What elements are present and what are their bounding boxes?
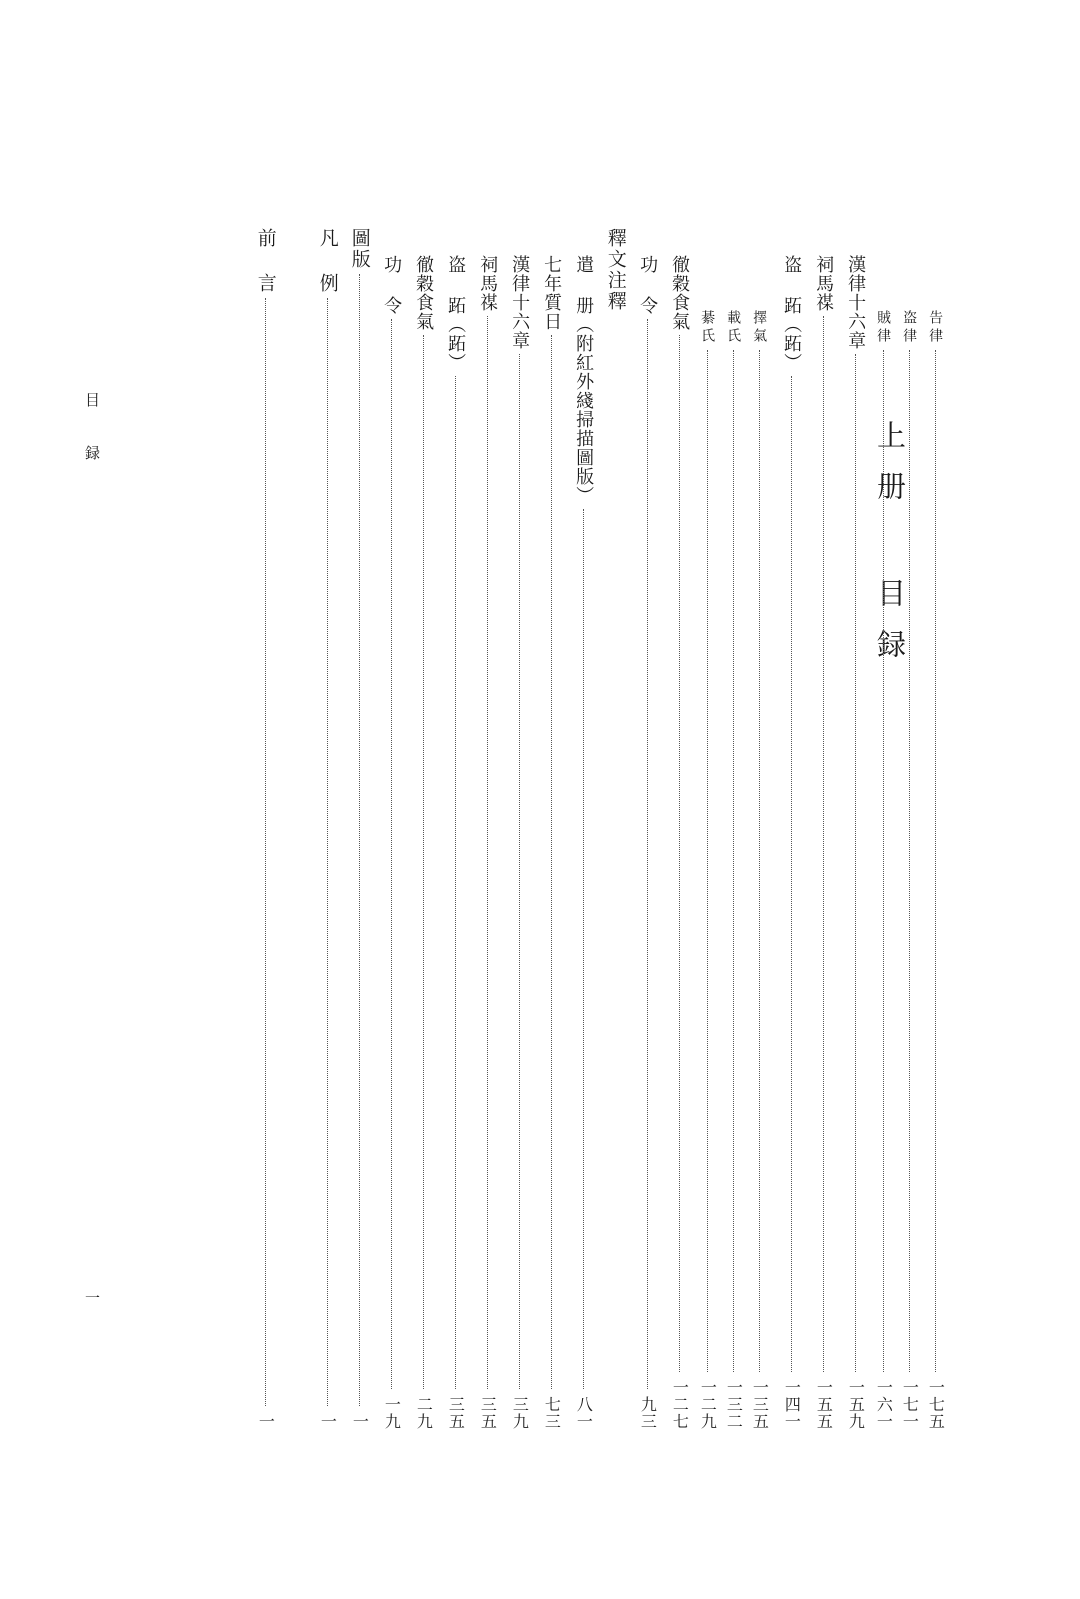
toc-entry-label: 功 令 [637,255,659,315]
toc-entry-page: 一六一 [874,1379,894,1430]
toc-entry-label: 凡 例 [316,228,339,294]
toc-entry-page: 一 [318,1413,338,1430]
toc-entry-page: 一 [350,1413,370,1430]
toc-dot-leader [519,354,520,1389]
toc-dot-leader [423,335,424,1389]
toc-dot-leader [909,350,910,1372]
toc-entry-page: 九三 [638,1396,658,1430]
toc-dot-leader [265,298,266,1406]
toc-entry-page: 七三 [542,1396,562,1430]
toc-entry-page: 一七一 [900,1379,920,1430]
toc-dot-leader [551,335,552,1389]
toc-dot-leader [391,319,392,1389]
toc-entry-label: 盗律 [901,310,918,346]
toc-dot-leader [791,376,792,1372]
toc-entry[interactable] [600,228,630,1430]
toc-entry-label: 盗 跖（跖） [781,255,803,372]
toc-entry-page: 三九 [510,1396,530,1430]
toc-entry-label: 擇氣 [751,310,768,346]
toc-entry[interactable] [250,228,280,1430]
toc-entry[interactable] [808,255,838,1430]
toc-entry[interactable] [776,255,806,1430]
page-title: 上册 目録 [873,420,907,680]
toc-entry-page: 一二七 [670,1379,690,1430]
toc-entry[interactable] [920,310,950,1430]
toc-entry-label: 前 言 [254,228,277,294]
toc-entry-page: 一四一 [782,1379,802,1430]
toc-entry-page: 三五 [478,1396,498,1430]
toc-entry[interactable] [504,255,534,1430]
toc-entry-label: 徹穀食氣 [669,255,691,331]
toc-entry-page: 一 [256,1413,276,1430]
toc-dot-leader [883,350,884,1372]
toc-dot-leader [327,298,328,1406]
toc-dot-leader [647,319,648,1389]
toc-entry-label: 祠馬禖 [813,255,835,312]
toc-entry[interactable] [536,255,566,1430]
toc-entry-label: 釋文注釋 [604,228,627,312]
toc-entry[interactable] [312,228,342,1430]
toc-entry[interactable] [472,255,502,1430]
toc-entry-label: 盗 跖（跖） [445,255,467,372]
toc-entry[interactable] [744,310,774,1430]
toc-entry-page: 一七五 [926,1379,946,1430]
toc-entry[interactable] [344,228,374,1430]
toc-entry-page: 一五五 [814,1379,834,1430]
toc-entry-label: 漢律十六章 [845,255,867,350]
toc-entry-page: 二九 [414,1396,434,1430]
toc-entry-label: 遣 册（附紅外綫掃描圖版） [573,255,595,505]
toc-entry[interactable] [376,255,406,1430]
toc-entry-label: 圖版 [348,228,371,270]
toc-dot-leader [359,274,360,1406]
toc-dot-leader [455,376,456,1389]
toc-entry[interactable] [440,255,470,1430]
toc-entry[interactable] [568,255,598,1430]
toc-dot-leader [759,350,760,1372]
toc-entry-page: 一五九 [846,1379,866,1430]
toc-dot-leader [733,350,734,1372]
toc-entry-page: 八一 [574,1396,594,1430]
toc-entry-page: 一三五 [750,1379,770,1430]
toc-entry-page: 三五 [446,1396,466,1430]
toc-entry-label: 功 令 [381,255,403,315]
toc-dot-leader [487,316,488,1389]
toc-entry-label: 祠馬禖 [477,255,499,312]
toc-entry[interactable] [840,255,870,1430]
toc-entry-label: 賊律 [875,310,892,346]
toc-dot-leader [679,335,680,1372]
toc-dot-leader [855,354,856,1372]
toc-entry-label: 漢律十六章 [509,255,531,350]
toc-entry-label: 載氏 [725,310,742,346]
toc-dot-leader [583,509,584,1389]
running-head: 目 録 [83,392,101,470]
toc-entry[interactable] [408,255,438,1430]
toc-entry-label: 告律 [927,310,944,346]
toc-dot-leader [935,350,936,1372]
toc-entry-page: 一九 [382,1396,402,1430]
toc-entry[interactable] [664,255,694,1430]
toc-entry-label: 七年質日 [541,255,563,331]
toc-dot-leader [823,316,824,1372]
toc-entry-label: 綦氏 [699,310,716,346]
toc-entry-page: 一三二 [724,1379,744,1430]
folio-number: 一 [83,1290,101,1305]
toc-entry[interactable] [632,255,662,1430]
toc-entry-label: 徹穀食氣 [413,255,435,331]
toc-dot-leader [707,350,708,1372]
toc-entry-page: 一二九 [698,1379,718,1430]
